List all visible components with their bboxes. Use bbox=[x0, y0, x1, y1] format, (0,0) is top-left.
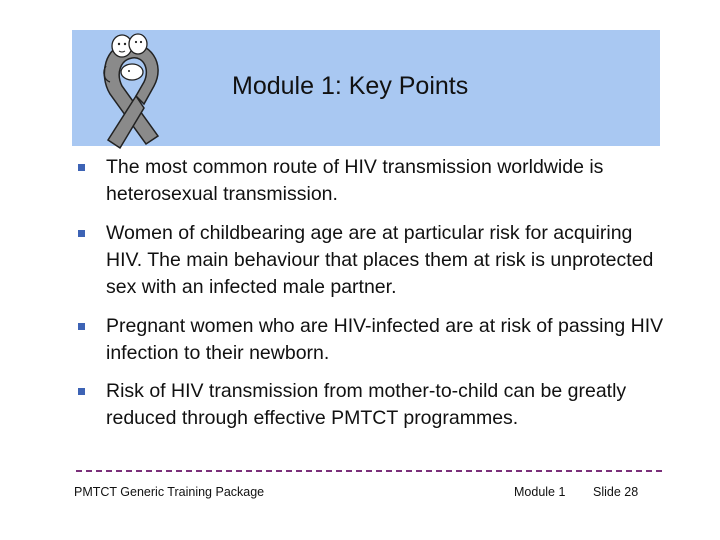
footer-package-name: PMTCT Generic Training Package bbox=[74, 485, 265, 499]
bullet-text: The most common route of HIV transmission worldwide is heterosexual transmission. bbox=[106, 156, 604, 205]
bullet-text: Pregnant women who are HIV-infected are at risk of passing HIV infection to their newborn. bbox=[106, 315, 664, 364]
square-bullet-icon bbox=[78, 388, 85, 395]
footer-module: Module 1 bbox=[514, 485, 566, 499]
footer-slide-number: Slide 28 bbox=[593, 485, 639, 499]
square-bullet-icon bbox=[78, 164, 85, 171]
slide-title: Module 1: Key Points bbox=[232, 72, 469, 100]
footer-divider bbox=[76, 470, 662, 472]
aids-ribbon-mother-child-icon bbox=[86, 24, 182, 166]
bullet-text: Risk of HIV transmission from mother-to-child can be greatly reduced through effective PMTCT programmes. bbox=[106, 380, 627, 429]
bullet-text: Women of childbearing age are at particular risk for acquiring HIV. The main behaviour that places them at risk is unprotected sex with an infected male partner. bbox=[106, 222, 654, 298]
square-bullet-icon bbox=[78, 323, 85, 330]
square-bullet-icon bbox=[78, 230, 85, 237]
